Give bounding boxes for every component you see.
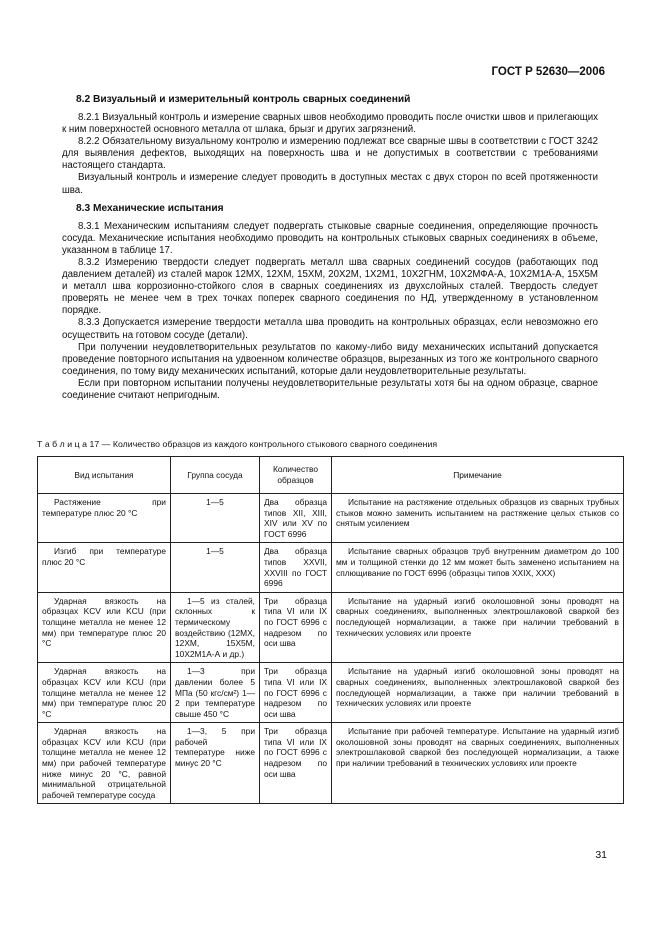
cell-test-type: Изгиб при температуре плюс 20 °С — [38, 543, 171, 592]
table-row — [38, 592, 624, 663]
header-test-type: Вид испытания — [38, 457, 171, 494]
cell-note: Испытание на ударный изгиб околошовной зоны проводят на сварных соединениях, выполненных электрошлаковой сваркой без последующей нормализации, а также при наличии требований в технических условиях или проекте — [332, 592, 624, 663]
table-row — [38, 723, 624, 804]
table-row — [38, 663, 624, 723]
section-8-3-title: 8.3 Механические испытания — [76, 202, 224, 214]
standard-number: ГОСТ Р 52630—2006 — [491, 66, 605, 78]
cell-vessel-group: 1—5 — [171, 543, 260, 592]
paragraph-8-2-2: 8.2.2 Обязательному визуальному контролю и измерению подлежат все сварные швы в соответствии с ГОСТ 3242 для выявления дефектов, выходящих на поверхность шва и не допустимых в соответствии с требованиями настоящего стандарта. — [62, 136, 598, 172]
cell-vessel-group: 1—5 — [171, 494, 260, 543]
header-specimen-count: Количество образцов — [260, 457, 332, 494]
paragraph-8-3-2: 8.3.2 Измерению твердости следует подвергать металл шва сварных соединений сосудов (работающих под давлением деталей) из сталей марок 12МХ, 12ХМ, 15ХМ, 20Х2М, 1Х2М1, 10Х2ГНМ, 10Х2МФА-А, 10Х2М1А-А, 15Х5М и металл шва коррозионно-стойкого слоя в сварных соединениях из двухслойных сталей. Твердость следует проверять не менее чем в трех точках поперек сварного соединения по НД, утвержденному в установленном порядке. — [62, 256, 598, 317]
table-caption: Т а б л и ц а 17 — Количество образцов из каждого контрольного стыкового сварного соединения — [37, 439, 438, 449]
cell-specimen-count: Три образца типа VI или IX по ГОСТ 6996 с надрезом по оси шва — [260, 592, 332, 663]
cell-note: Испытание при рабочей температуре. Испытание на ударный изгиб околошовной зоны проводят на сварных соединениях, выполненных электрошлаковой сваркой без последующей нормализации, а также при наличии требований в технических условиях или проекте — [332, 723, 624, 804]
paragraph-8-2-1: 8.2.1 Визуальный контроль и измерение сварных швов необходимо проводить после очистки швов и прилегающих к ним поверхностей основного металла от шлака, брызг и других загрязнений. — [62, 112, 598, 136]
specimen-count-table — [37, 456, 624, 804]
paragraph-8-2-note: Визуальный контроль и измерение следует проводить в доступных местах с двух сторон по всей протяженности шва. — [62, 172, 598, 196]
cell-specimen-count: Два образца типов XXVII, XXVIII по ГОСТ 6996 — [260, 543, 332, 592]
paragraph-8-3-1: 8.3.1 Механическим испытаниям следует подвергать стыковые сварные соединения, определяющие прочность сосуда. Механические испытания необходимо проводить на контрольных стыковых сварных соединениях в объеме, указанном в таблице 17. — [62, 220, 598, 256]
paragraph-retest: При получении неудовлетворительных результатов по какому-либо виду механических испытаний допускается проведение повторного испытания на удвоенном количестве образцов, вырезанных из того же контрольного сварного соединения, по тому виду механических испытаний, которые дали неудовлетворительные результаты. — [62, 341, 598, 377]
header-vessel-group: Группа сосуда — [171, 457, 260, 494]
paragraph-8-3-3: 8.3.3 Допускается измерение твердости металла шва проводить на контрольных образцах, если невозможно его осуществить на готовом сосуде (детали). — [62, 317, 598, 341]
cell-note: Испытание сварных образцов труб внутренним диаметром до 100 мм и толщиной стенки до 12 мм может быть заменено испытанием на сплющивание по ГОСТ 6996 (образцы типов XXIX, XXX) — [332, 543, 624, 592]
page-number: 31 — [595, 849, 607, 861]
document-body — [62, 94, 598, 402]
table-header-row — [38, 457, 624, 494]
table-row — [38, 543, 624, 592]
cell-note: Испытание на ударный изгиб околошовной зоны проводят на сварных соединениях, выполненных электрошлаковой сваркой без последующей нормализации, а также при наличии требований в технических условиях или проекте — [332, 663, 624, 723]
cell-test-type: Ударная вязкость на образцах KCV или KCU (при толщине металла не менее 12 мм) при рабочей температуре ниже минус 20 °С, равной минимальной отрицательной рабочей температуре сосуда — [38, 723, 171, 804]
cell-vessel-group: 1—5 из сталей, склонных к термическому воздействию (12МХ, 12ХМ, 15Х5М, 10Х2М1А-А и др.) — [171, 592, 260, 663]
section-8-2-title: 8.2 Визуальный и измерительный контроль сварных соединений — [76, 94, 411, 105]
cell-specimen-count: Три образца типа VI или IX по ГОСТ 6996 с надрезом по оси шва — [260, 723, 332, 804]
cell-note: Испытание на растяжение отдельных образцов из сварных трубных стыков можно заменить испытанием на растяжение целых стыков со снятым усилением — [332, 494, 624, 543]
cell-specimen-count: Два образца типов XII, XIII, XIV или XV по ГОСТ 6996 — [260, 494, 332, 543]
cell-test-type: Растяжение при температуре плюс 20 °С — [38, 494, 171, 543]
table-row — [38, 494, 624, 543]
paragraph-unfit: Если при повторном испытании получены неудовлетворительные результаты хотя бы на одном образце, сварное соединение считают непригодным. — [62, 377, 598, 401]
cell-vessel-group: 1—3 при давлении более 5 МПа (50 кгс/см²) 1—2 при температуре свыше 450 °С — [171, 663, 260, 723]
cell-test-type: Ударная вязкость на образцах KCV или KCU (при толщине металла не менее 12 мм) при температуре плюс 20 °С — [38, 663, 171, 723]
cell-test-type: Ударная вязкость на образцах KCV или KCU (при толщине металла не менее 12 мм) при температуре плюс 20 °С — [38, 592, 171, 663]
cell-vessel-group: 1—3, 5 при рабочей температуре ниже минус 20 °С — [171, 723, 260, 804]
header-note: Примечание — [332, 457, 624, 494]
cell-specimen-count: Три образца типа VI или IX по ГОСТ 6996 с надрезом по оси шва — [260, 663, 332, 723]
